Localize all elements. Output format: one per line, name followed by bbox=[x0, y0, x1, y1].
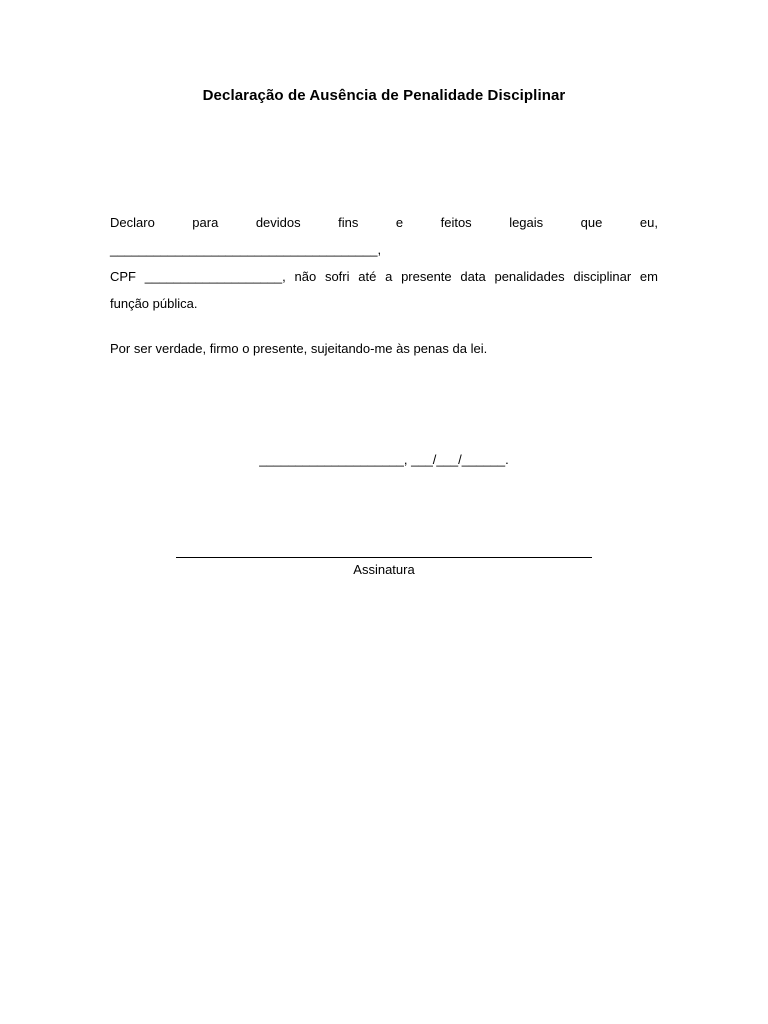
word: Declaro bbox=[110, 215, 155, 230]
name-blank-line: _____________________________________, bbox=[110, 242, 382, 257]
word: data bbox=[460, 269, 486, 284]
word: disciplinar bbox=[573, 269, 632, 284]
word: CPF bbox=[110, 269, 136, 284]
word: não bbox=[294, 269, 317, 284]
word: até bbox=[358, 269, 377, 284]
word: devidos bbox=[255, 215, 301, 230]
word: fins bbox=[338, 215, 359, 230]
declaration-line-3 bbox=[110, 263, 658, 290]
word: penalidades bbox=[494, 269, 565, 284]
word: em bbox=[639, 269, 658, 284]
word: e bbox=[395, 215, 404, 230]
word: sofri bbox=[324, 269, 350, 284]
word: feitos bbox=[440, 215, 472, 230]
word: que bbox=[580, 215, 603, 230]
declaration-paragraph bbox=[110, 209, 658, 317]
word: a bbox=[385, 269, 393, 284]
word: para bbox=[192, 215, 219, 230]
word: eu, bbox=[639, 215, 658, 230]
declaration-line-1 bbox=[110, 209, 658, 236]
word: legais bbox=[509, 215, 544, 230]
word: presente bbox=[401, 269, 452, 284]
declaration-line-4: função pública. bbox=[110, 296, 198, 311]
document-title: Declaração de Ausência de Penalidade Disciplinar bbox=[202, 87, 566, 104]
cpf-blank: ___________________, bbox=[144, 269, 286, 284]
signature-line bbox=[176, 557, 592, 558]
place-date-line: ____________________, ___/___/______. bbox=[259, 452, 509, 467]
truth-statement-paragraph: Por ser verdade, firmo o presente, sujeitando-me às penas da lei. bbox=[110, 341, 488, 356]
signature-label: Assinatura bbox=[353, 562, 415, 577]
